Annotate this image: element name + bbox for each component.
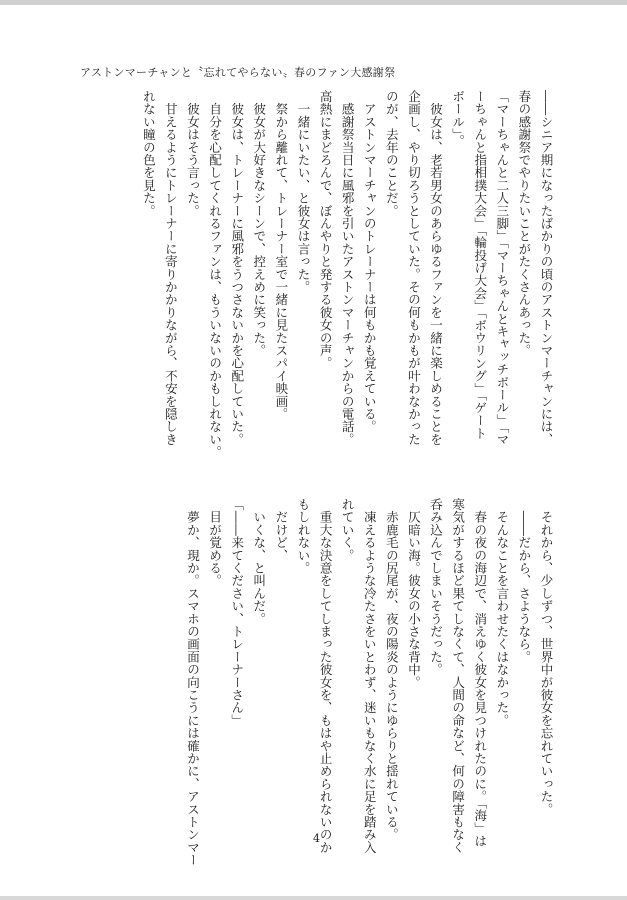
text-line: 感謝祭当日に風邪を引いたアストンマーチャンからの電話。: [340, 90, 356, 446]
text-line: 赤鹿毛の尻尾が、夜の陽炎のようにゆらりと揺れている。: [384, 498, 400, 841]
text-line: 呑み込んでしまいそうだった。: [428, 498, 444, 676]
text-line: それから、少しずつ、世界中が彼女を忘れていった。: [539, 498, 554, 816]
page-number: 4: [313, 832, 320, 845]
running-head: アストンマーチャンと〝忘れてやらない〟春のファン大感謝祭: [80, 66, 396, 79]
text-line: 一緒にいたい、と彼女は言った。: [295, 90, 311, 294]
text-line: 春の夜の海辺で、消えゆく彼女を見つけれたのに。「海」は: [472, 498, 488, 848]
text-line: 仄暗い海。彼女の小さな背中。: [406, 498, 422, 689]
text-line: れていく。: [340, 498, 356, 562]
text-line: 「マーちゃんと二人三脚」「マーちゃんとキャッチボール」「マ: [494, 90, 510, 446]
text-line: 彼女が大好きなシーンで、控えめに笑った。: [251, 90, 267, 357]
text-line: のが、去年のことだ。: [384, 90, 400, 217]
text-line: 甘えるようにトレーナーに寄りかかりながら、不安を隠しき: [163, 90, 179, 446]
text-line: ボール」。: [450, 90, 466, 148]
text-line: れない瞳の色を見た。: [141, 90, 157, 217]
text-line: 目が覚める。: [207, 498, 223, 587]
text-line: 彼女は、老若男女のあらゆるファンを一緒に楽しめることを: [428, 90, 444, 446]
text-line: 高熱にまどろんで、ぼんやりと発する彼女の声。: [318, 90, 334, 370]
text-block-upper: [137, 90, 557, 470]
text-line: 彼女はそう言った。: [185, 90, 201, 217]
text-line: 寒気がするほど果てしなくて、人間の命など、何の障害もなく: [450, 498, 466, 854]
text-line: 「――来てください、トレーナーさん」: [229, 498, 245, 727]
text-line: 重大な決意をしてしまった彼女を、もはや止められないのか: [318, 498, 334, 854]
text-line: ――だから、さようなら。: [516, 498, 532, 664]
text-line: 彼女は、トレーナーに風邪をうつさないかを心配していた。: [229, 90, 245, 446]
text-line: ーちゃんと指相撲大会」「輪投げ大会」「ボウリング」「ゲート: [472, 90, 488, 440]
text-block-lower: [181, 498, 557, 867]
text-line: もしれない。: [295, 498, 311, 575]
text-line: 夢か、現か。スマホの画面の向こうには確かに、アストンマー: [185, 498, 201, 867]
top-edge: [0, 0, 627, 5]
text-line: 祭から離れて、トレーナー室で一緒に見たスパイ映画。: [273, 90, 289, 421]
text-line: 凍えるような冷たさをいとわず、迷いもなく水に足を踏み入: [362, 498, 378, 854]
text-line: アストンマーチャンのトレーナーは何もかも覚えている。: [362, 90, 378, 433]
text-line: だけど、: [273, 498, 289, 562]
text-line: 自分を心配してくれるファンは、もういないのかもしれない。: [207, 90, 223, 459]
text-line: 春の感謝祭でやりたいことがたくさんあった。: [516, 90, 532, 357]
text-line: ――シニア期になったばかりの頃のアストンマーチャンには、: [539, 90, 554, 446]
text-line: そんなことを言わせたくはなかった。: [494, 498, 510, 727]
text-line: 企画し、やり切ろうとしていた。その何もかもが叶わなかった: [406, 90, 422, 446]
bottom-edge: [0, 896, 627, 900]
text-line: いくな、と叫んだ。: [251, 498, 267, 625]
